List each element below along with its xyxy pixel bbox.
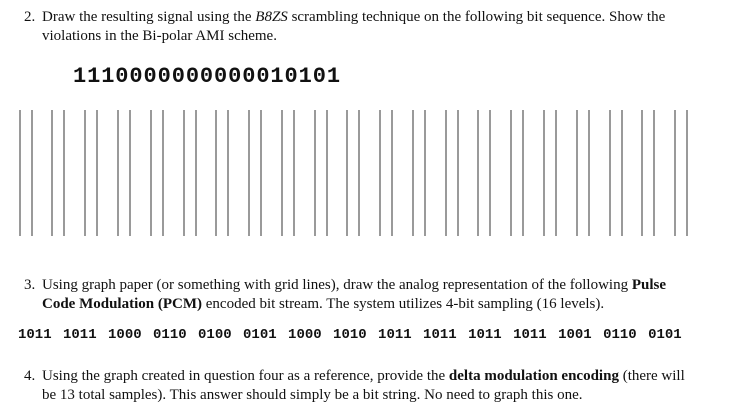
delta-modulation-term: delta modulation encoding [448, 368, 619, 384]
pcm-term: Code Modulation (PCM) [42, 296, 202, 312]
question-2-number: 2. [24, 9, 36, 25]
question-4-line-1 [42, 367, 685, 386]
q4-line1-b: (there will [618, 368, 685, 384]
b8zs-term: B8ZS [255, 9, 288, 25]
q2-line1-b: scrambling technique on the following bit sequence. Show the [287, 9, 666, 25]
question-3-line-1 [42, 276, 666, 295]
question-4-text [42, 367, 685, 405]
q3-line1-a: Using graph paper (or something with grid lines), draw the analog representation of the following [42, 277, 632, 293]
question-3-line-2 [42, 295, 666, 314]
question-2-line-2: violations in the Bi-polar AMI scheme. [42, 28, 277, 44]
q3-pulse-term: Pulse [631, 277, 667, 293]
q4-line1-a: Using the graph created in question four as a reference, provide the [42, 368, 449, 384]
bit-sequence: 1110000000000010101 [73, 64, 341, 89]
question-4-line-2: be 13 total samples). This answer should simply be a bit string. No need to graph this one. [42, 387, 583, 403]
q3-line2-b: encoded bit stream. The system utilizes 4-bit sampling (16 levels). [202, 296, 605, 312]
question-3-text [42, 276, 666, 314]
question-4-number: 4. [24, 368, 36, 384]
pcm-bit-stream: 1011 1011 1000 0110 0100 0101 1000 1010 1011 1011 1011 1011 1001 0110 0101 [18, 327, 682, 343]
q2-line1-a: Draw the resulting signal using the [42, 9, 256, 25]
question-3-number: 3. [24, 277, 36, 293]
